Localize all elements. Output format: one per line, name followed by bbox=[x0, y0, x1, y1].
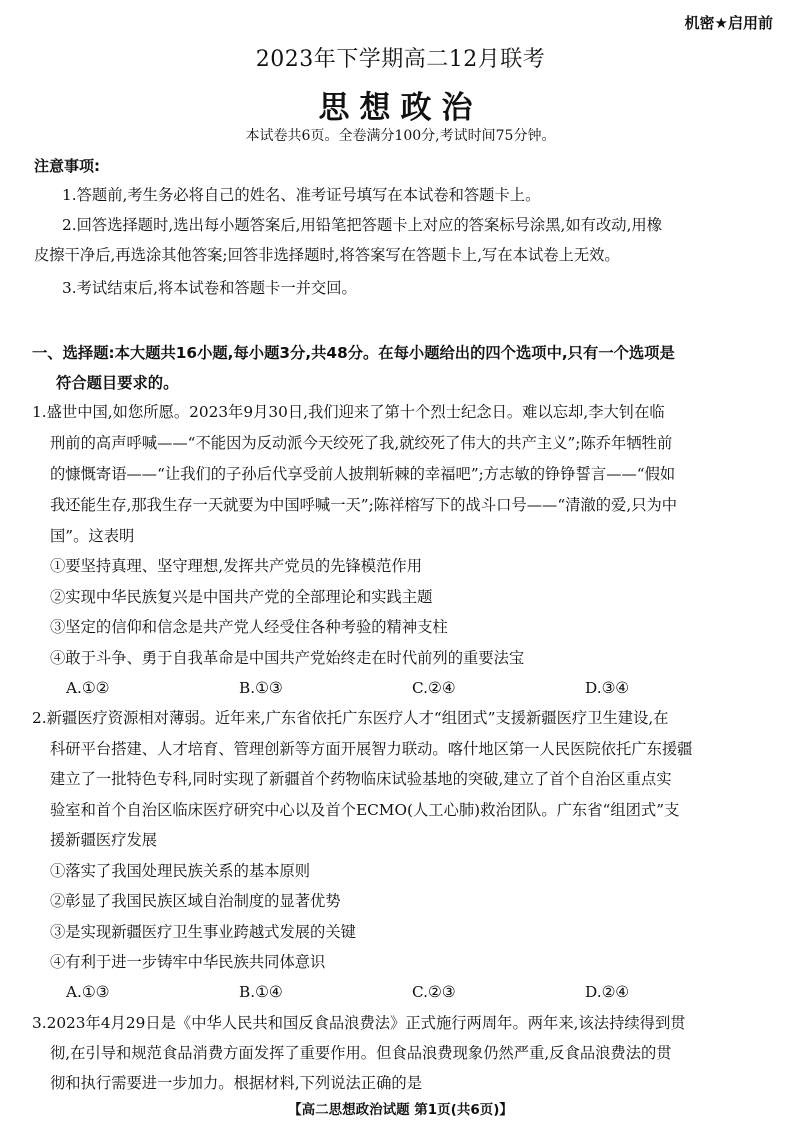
question-2-options bbox=[66, 982, 758, 1002]
question-1-stem: 国”。这表明 bbox=[50, 527, 135, 545]
question-1-stem: 我还能生存,那我生存一天就要为中国呼喊一天”;陈祥榕写下的战斗口号——“清澈的爱,只为中 bbox=[50, 496, 678, 514]
exam-info: 本试卷共6页。全卷满分100分,考试时间75分钟。 bbox=[245, 128, 556, 144]
option-a: A.①② bbox=[66, 679, 110, 697]
confidential-mark: 机密★启用前 bbox=[684, 14, 773, 32]
question-1-stem: 1.盛世中国,如您所愿。2023年9月30日,我们迎来了第十个烈士纪念日。难以忘却,李大钊在临 bbox=[32, 403, 665, 421]
question-3-stem: 彻,在引导和规范食品消费方面发挥了重要作用。但食品浪费现象仍然严重,反食品浪费法的贯 bbox=[50, 1044, 672, 1062]
question-1-stem: 刑前的高声呼喊——“不能因为反动派今天绞死了我,就绞死了伟大的共产主义”;陈乔年牺牲前 bbox=[50, 434, 673, 452]
option-c: C.②③ bbox=[412, 983, 456, 1001]
option-d: D.②④ bbox=[585, 983, 630, 1001]
question-1-options bbox=[66, 678, 758, 698]
option-c: C.②④ bbox=[412, 679, 456, 697]
question-2-statement: ②彰显了我国民族区域自治制度的显著优势 bbox=[50, 892, 341, 910]
question-2-stem: 科研平台搭建、人才培育、管理创新等方面开展智力联动。喀什地区第一人民医院依托广东援疆 bbox=[50, 740, 693, 758]
notice-item: 3.考试结束后,将本试卷和答题卡一并交回。 bbox=[62, 279, 357, 297]
question-2-statement: ①落实了我国处理民族关系的基本原则 bbox=[50, 862, 311, 880]
section-heading-cont: 符合题目要求的。 bbox=[56, 374, 179, 392]
notice-heading: 注意事项: bbox=[34, 157, 100, 175]
question-1-statement: ③坚定的信仰和信念是共产党人经受住各种考验的精神支柱 bbox=[50, 618, 448, 636]
question-1-statement: ④敢于斗争、勇于自我革命是中国共产党始终走在时代前列的重要法宝 bbox=[50, 649, 525, 667]
notice-item: 皮擦干净后,再选涂其他答案;回答非选择题时,将答案写在答题卡上,写在本试卷上无效。 bbox=[34, 246, 620, 264]
question-2-statement: ③是实现新疆医疗卫生事业跨越式发展的关键 bbox=[50, 923, 356, 941]
exam-title: 2023年下学期高二12月联考 bbox=[255, 47, 546, 72]
notice-item: 1.答题前,考生务必将自己的姓名、准考证号填写在本试卷和答题卡上。 bbox=[62, 186, 541, 204]
option-a: A.①③ bbox=[66, 983, 110, 1001]
question-2-stem: 验室和首个自治区临床医疗研究中心以及首个ECMO(人工心肺)救治团队。广东省“组团式”支 bbox=[50, 801, 680, 819]
notice-item: 2.回答选择题时,选出每小题答案后,用铅笔把答题卡上对应的答案标号涂黑,如有改动,用橡 bbox=[62, 216, 663, 234]
question-2-stem: 2.新疆医疗资源相对薄弱。近年来,广东省依托广东医疗人才“组团式”支援新疆医疗卫生建设,在 bbox=[32, 709, 669, 727]
option-b: B.①③ bbox=[239, 679, 283, 697]
question-2-stem: 援新疆医疗发展 bbox=[50, 831, 158, 849]
question-2-stem: 建立了一批特色专科,同时实现了新疆首个药物临床试验基地的突破,建立了首个自治区重点实 bbox=[50, 770, 672, 788]
page-footer: 【高二思想政治试题 第1页(共6页)】 bbox=[288, 1102, 513, 1118]
option-d: D.③④ bbox=[585, 679, 630, 697]
question-3-stem: 彻和执行需要进一步加力。根据材料,下列说法正确的是 bbox=[50, 1074, 422, 1092]
question-2-statement: ④有利于进一步铸牢中华民族共同体意识 bbox=[50, 953, 326, 971]
subject-title: 思想政治 bbox=[318, 90, 483, 126]
question-1-statement: ①要坚持真理、坚守理想,发挥共产党员的先锋模范作用 bbox=[50, 557, 422, 575]
option-b: B.①④ bbox=[239, 983, 283, 1001]
question-3-stem: 3.2023年4月29日是《中华人民共和国反食品浪费法》正式施行两周年。两年来,该法持续得到贯 bbox=[32, 1014, 686, 1032]
question-1-statement: ②实现中华民族复兴是中国共产党的全部理论和实践主题 bbox=[50, 588, 433, 606]
section-heading: 一、选择题:本大题共16小题,每小题3分,共48分。在每小题给出的四个选项中,只有一个选项是 bbox=[32, 344, 675, 362]
question-1-stem: 的慷慨寄语——“让我们的子孙后代享受前人披荆斩棘的幸福吧”;方志敏的铮铮誓言——“假如 bbox=[50, 465, 676, 483]
